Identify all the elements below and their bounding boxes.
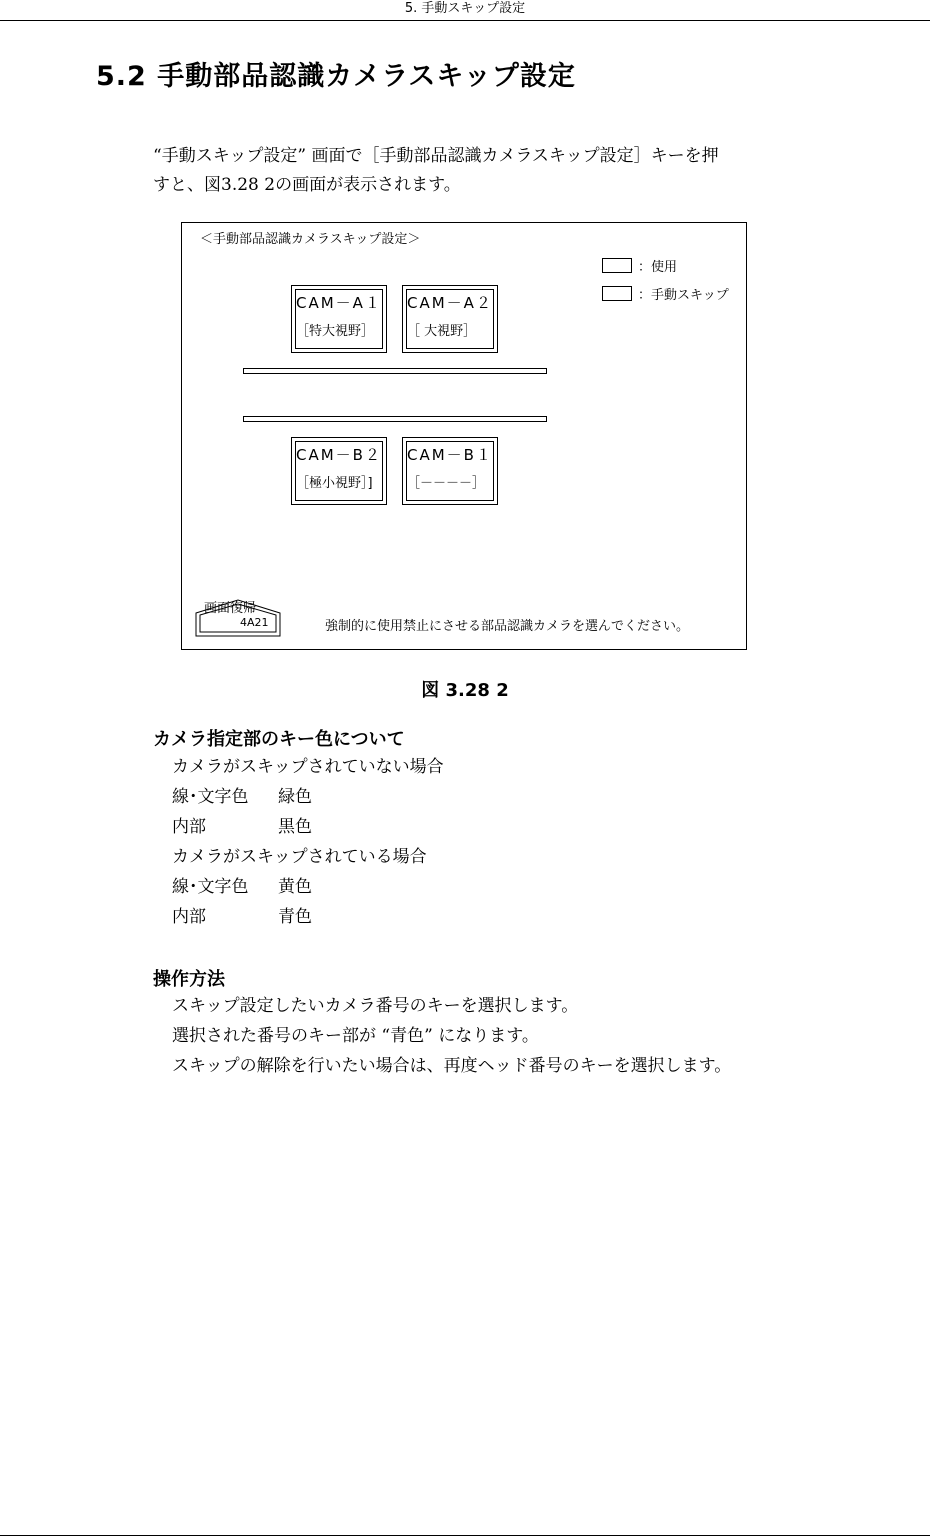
skipped-heading: カメラがスキップされている場合	[172, 847, 427, 867]
key-color-heading: カメラ指定部のキー色について	[153, 729, 405, 750]
camera-a1-name: CAM－A１	[296, 294, 382, 312]
skipped-line-value: 黄色	[278, 877, 312, 897]
skipped-line-term: 線･文字色	[172, 877, 249, 897]
intro-line-2: すと、図3.28 2の画面が表示されます。	[153, 175, 461, 195]
camera-a2-key[interactable]	[402, 285, 498, 353]
screen-figure	[181, 222, 747, 650]
camera-b1-fov: ［－－－－］	[407, 476, 486, 491]
not-skipped-inner-value: 黒色	[278, 817, 312, 837]
camera-b2-key[interactable]	[291, 437, 387, 505]
camera-a1-key[interactable]	[291, 285, 387, 353]
camera-b1-key[interactable]	[402, 437, 498, 505]
conveyor-rail-lower	[243, 416, 547, 422]
not-skipped-inner-color	[172, 816, 312, 838]
legend-use-label: ：使用	[638, 260, 678, 275]
not-skipped-inner-term: 内部	[172, 817, 206, 837]
camera-a1-fov: ［特大視野］	[296, 324, 375, 339]
not-skipped-heading: カメラがスキップされていない場合	[172, 757, 444, 777]
camera-b2-fov: ［極小視野］]	[296, 476, 373, 491]
camera-a2-name: CAM－A２	[407, 294, 493, 312]
restore-button-code: 4A21	[240, 616, 269, 629]
camera-b1-name: CAM－B１	[407, 446, 493, 464]
figure-caption: 図 3.28 2	[421, 680, 509, 701]
operation-step-1: スキップ設定したいカメラ番号のキーを選択します。	[172, 996, 579, 1016]
operation-step-3: スキップの解除を行いたい場合は、再度ヘッド番号のキーを選択します。	[172, 1056, 732, 1076]
screen-restore-button[interactable]	[195, 599, 281, 637]
section-title: 5.2 手動部品認識カメラスキップ設定	[96, 61, 576, 92]
operation-heading: 操作方法	[153, 969, 225, 990]
skipped-line-color	[172, 876, 312, 898]
legend-skip-swatch	[602, 286, 632, 301]
legend-use	[602, 256, 677, 275]
legend-skip-label: ：手動スキップ	[638, 288, 729, 303]
intro-paragraph	[153, 142, 843, 200]
footer-rule	[0, 1535, 930, 1536]
skipped-inner-color	[172, 906, 312, 928]
not-skipped-line-color	[172, 786, 312, 808]
restore-button-label: 画面復帰	[204, 601, 257, 616]
running-header: 5. 手動スキップ設定	[404, 1, 526, 16]
legend-use-swatch	[602, 258, 632, 273]
skipped-inner-term: 内部	[172, 907, 206, 927]
conveyor-rail-upper	[243, 368, 547, 374]
not-skipped-line-value: 緑色	[278, 787, 312, 807]
camera-a2-fov: ［ 大視野］	[407, 324, 477, 339]
header-rule	[0, 20, 930, 21]
screen-title: ＜手動部品認識カメラスキップ設定＞	[200, 232, 421, 247]
operation-step-2: 選択された番号のキー部が “青色” になります。	[172, 1026, 539, 1046]
screen-instruction: 強制的に使用禁止にさせる部品認識カメラを選んでください。	[325, 619, 690, 634]
camera-b2-name: CAM－B２	[296, 446, 382, 464]
intro-line-1: “手動スキップ設定” 画面で［手動部品認識カメラスキップ設定］キーを押	[153, 146, 719, 166]
legend-manual-skip	[602, 284, 729, 303]
not-skipped-line-term: 線･文字色	[172, 787, 249, 807]
skipped-inner-value: 青色	[278, 907, 312, 927]
